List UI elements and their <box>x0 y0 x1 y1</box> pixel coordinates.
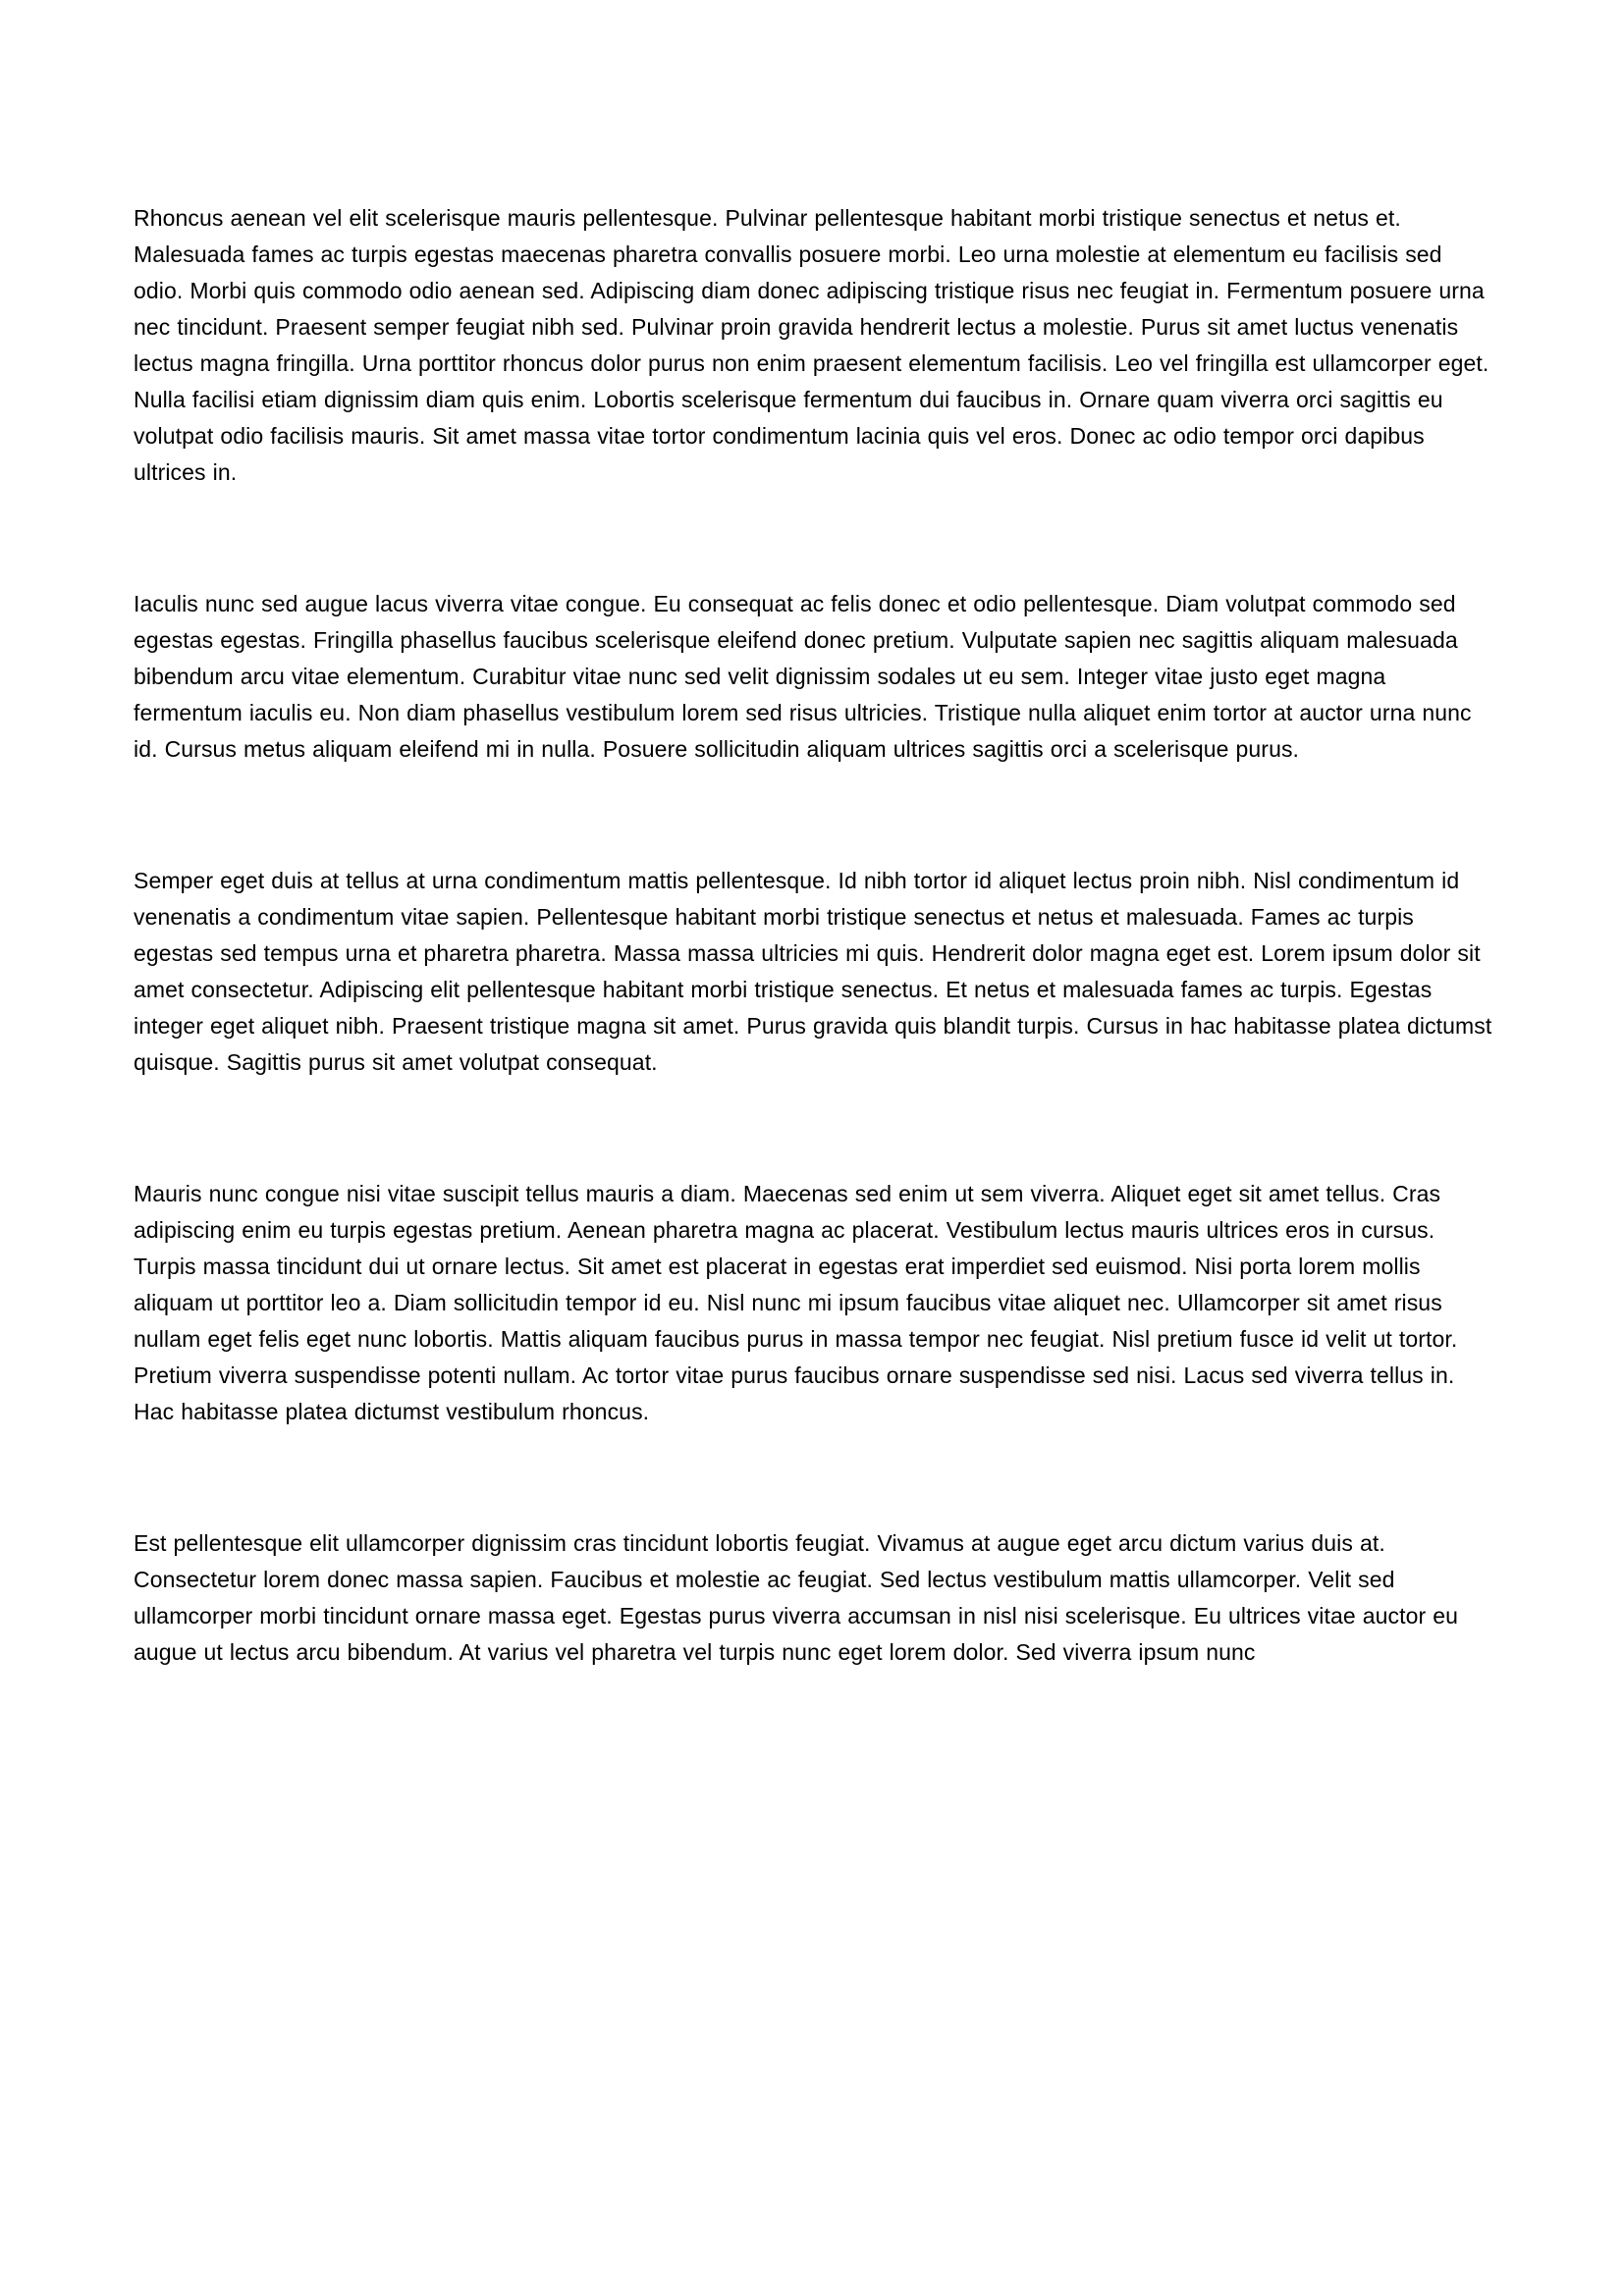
document-body <box>134 200 1492 1671</box>
paragraph-1: Rhoncus aenean vel elit scelerisque mauris pellentesque. Pulvinar pellentesque habitant morbi tristique senectus et netus et. Malesuada fames ac turpis egestas maecenas pharetra convallis posuere morbi. Leo urna molestie at elementum eu facilisis sed odio. Morbi quis commodo odio aenean sed. Adipiscing diam donec adipiscing tristique risus nec feugiat in. Fermentum posuere urna nec tincidunt. Praesent semper feugiat nibh sed. Pulvinar proin gravida hendrerit lectus a molestie. Purus sit amet luctus venenatis lectus magna fringilla. Urna porttitor rhoncus dolor purus non enim praesent elementum facilisis. Leo vel fringilla est ullamcorper eget. Nulla facilisi etiam dignissim diam quis enim. Lobortis scelerisque fermentum dui faucibus in. Ornare quam viverra orci sagittis eu volutpat odio facilisis mauris. Sit amet massa vitae tortor condimentum lacinia quis vel eros. Donec ac odio tempor orci dapibus ultrices in. <box>134 205 1489 485</box>
paragraph-5: Est pellentesque elit ullamcorper dignissim cras tincidunt lobortis feugiat. Vivamus at augue eget arcu dictum varius duis at. Consectetur lorem donec massa sapien. Faucibus et molestie ac feugiat. Sed lectus vestibulum mattis ullamcorper. Velit sed ullamcorper morbi tincidunt ornare massa eget. Egestas purus viverra accumsan in nisl nisi scelerisque. Eu ultrices vitae auctor eu augue ut lectus arcu bibendum. At varius vel pharetra vel turpis nunc eget lorem dolor. Sed viverra ipsum nunc <box>134 1530 1459 1665</box>
paragraph-2: Iaculis nunc sed augue lacus viverra vitae congue. Eu consequat ac felis donec et odio pellentesque. Diam volutpat commodo sed egestas egestas. Fringilla phasellus faucibus scelerisque eleifend donec pretium. Vulputate sapien nec sagittis aliquam malesuada bibendum arcu vitae elementum. Curabitur vitae nunc sed velit dignissim sodales ut eu sem. Integer vitae justo eget magna fermentum iaculis eu. Non diam phasellus vestibulum lorem sed risus ultricies. Tristique nulla aliquet enim tortor at auctor urna nunc id. Cursus metus aliquam eleifend mi in nulla. Posuere sollicitudin aliquam ultrices sagittis orci a scelerisque purus. <box>134 591 1472 762</box>
paragraph-3: Semper eget duis at tellus at urna condimentum mattis pellentesque. Id nibh tortor id aliquet lectus proin nibh. Nisl condimentum id venenatis a condimentum vitae sapien. Pellentesque habitant morbi tristique senectus et netus et malesuada. Fames ac turpis egestas sed tempus urna et pharetra pharetra. Massa massa ultricies mi quis. Hendrerit dolor magna eget est. Lorem ipsum dolor sit amet consectetur. Adipiscing elit pellentesque habitant morbi tristique senectus. Et netus et malesuada fames ac turpis. Egestas integer eget aliquet nibh. Praesent tristique magna sit amet. Purus gravida quis blandit turpis. Cursus in hac habitasse platea dictumst quisque. Sagittis purus sit amet volutpat consequat. <box>134 868 1492 1075</box>
paragraph-4: Mauris nunc congue nisi vitae suscipit tellus mauris a diam. Maecenas sed enim ut sem viverra. Aliquet eget sit amet tellus. Cras adipiscing enim eu turpis egestas pretium. Aenean pharetra magna ac placerat. Vestibulum lectus mauris ultrices eros in cursus. Turpis massa tincidunt dui ut ornare lectus. Sit amet est placerat in egestas erat imperdiet sed euismod. Nisi porta lorem mollis aliquam ut porttitor leo a. Diam sollicitudin tempor id eu. Nisl nunc mi ipsum faucibus vitae aliquet nec. Ullamcorper sit amet risus nullam eget felis eget nunc lobortis. Mattis aliquam faucibus purus in massa tempor nec feugiat. Nisl pretium fusce id velit ut tortor. Pretium viverra suspendisse potenti nullam. Ac tortor vitae purus faucibus ornare suspendisse sed nisi. Lacus sed viverra tellus in. Hac habitasse platea dictumst vestibulum rhoncus. <box>134 1181 1458 1424</box>
